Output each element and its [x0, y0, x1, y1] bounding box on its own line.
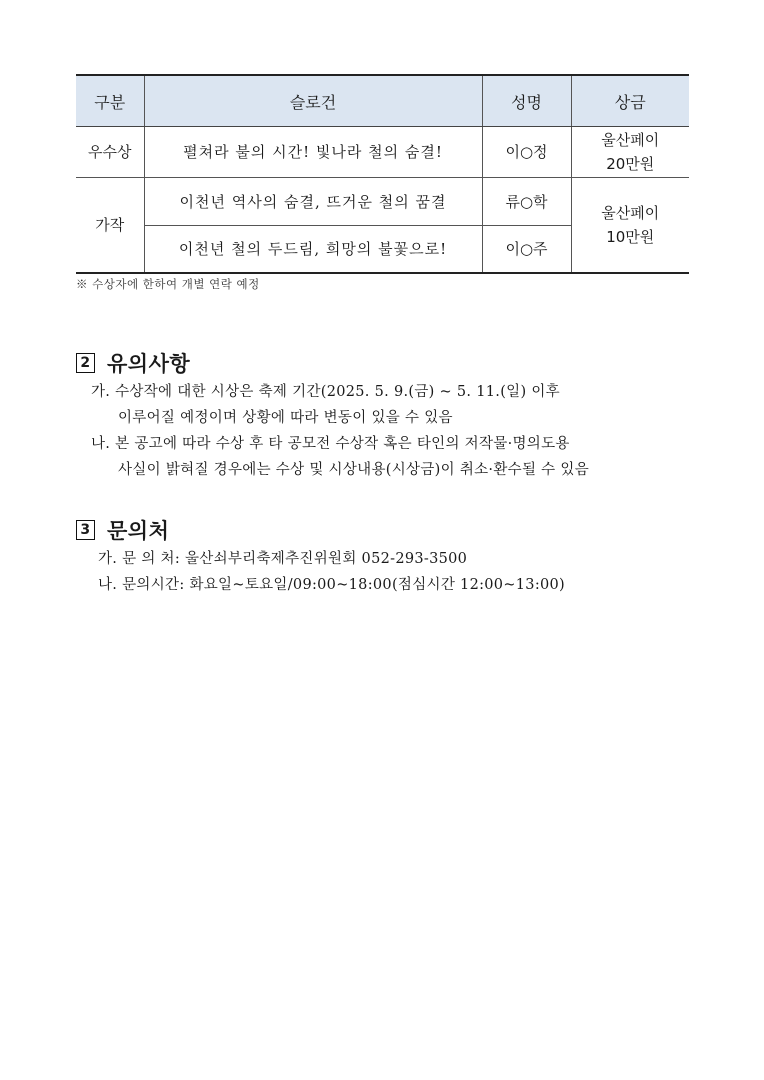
prize-cell	[571, 178, 689, 274]
item-line-continued: 사실이 밝혀질 경우에는 수상 및 시상내용(시상금)이 취소·환수될 수 있음	[118, 462, 589, 478]
name-cell: 류○학	[482, 178, 571, 226]
header-category: 구분	[76, 75, 144, 127]
name-cell: 이○정	[482, 127, 571, 178]
prize-line: 울산페이	[601, 204, 660, 222]
header-slogan: 슬로건	[144, 75, 482, 127]
contact-list	[98, 546, 565, 598]
precaution-item-1	[91, 379, 560, 431]
header-prize: 상금	[571, 75, 689, 127]
section-title: 유의사항	[107, 352, 191, 376]
contact-organization: 가. 문 의 처: 울산쇠부리축제추진위원회 052-293-3500	[98, 551, 468, 567]
category-cell: 우수상	[76, 127, 144, 178]
slogan-cell: 펼쳐라 불의 시간! 빛나라 철의 숨결!	[144, 127, 482, 178]
winner-contact-note: ※ 수상자에 한하여 개별 연락 예정	[76, 277, 260, 291]
table-row	[76, 178, 689, 226]
table-row	[76, 127, 689, 178]
section-number-box: 2	[76, 353, 95, 373]
item-line: 가. 수상작에 대한 시상은 축제 기간(2025. 5. 9.(금) ~ 5. 11.(일) 이후	[91, 384, 560, 400]
section-heading-contact	[76, 515, 169, 545]
slogan-cell: 이천년 철의 두드림, 희망의 불꽃으로!	[144, 226, 482, 274]
slogan-cell: 이천년 역사의 숨결, 뜨거운 철의 꿈결	[144, 178, 482, 226]
item-line: 나. 본 공고에 따라 수상 후 타 공모전 수상작 혹은 타인의 저작물·명의도용	[91, 436, 570, 452]
prize-cell	[571, 127, 689, 178]
section-number-box: 3	[76, 520, 95, 540]
prize-line: 울산페이	[601, 131, 660, 149]
header-name: 성명	[482, 75, 571, 127]
awards-table	[76, 74, 689, 274]
prize-amount: 10만원	[606, 228, 655, 246]
category-cell: 가작	[76, 178, 144, 274]
prize-amount: 20만원	[606, 155, 655, 173]
section-title: 문의처	[107, 519, 170, 543]
section-heading-precautions	[76, 348, 190, 378]
precaution-item-2	[91, 431, 589, 483]
name-cell: 이○주	[482, 226, 571, 274]
contact-hours: 나. 문의시간: 화요일~토요일/09:00~18:00(점심시간 12:00~13:00)	[98, 577, 566, 593]
item-line-continued: 이루어질 예정이며 상황에 따라 변동이 있을 수 있음	[118, 410, 453, 426]
